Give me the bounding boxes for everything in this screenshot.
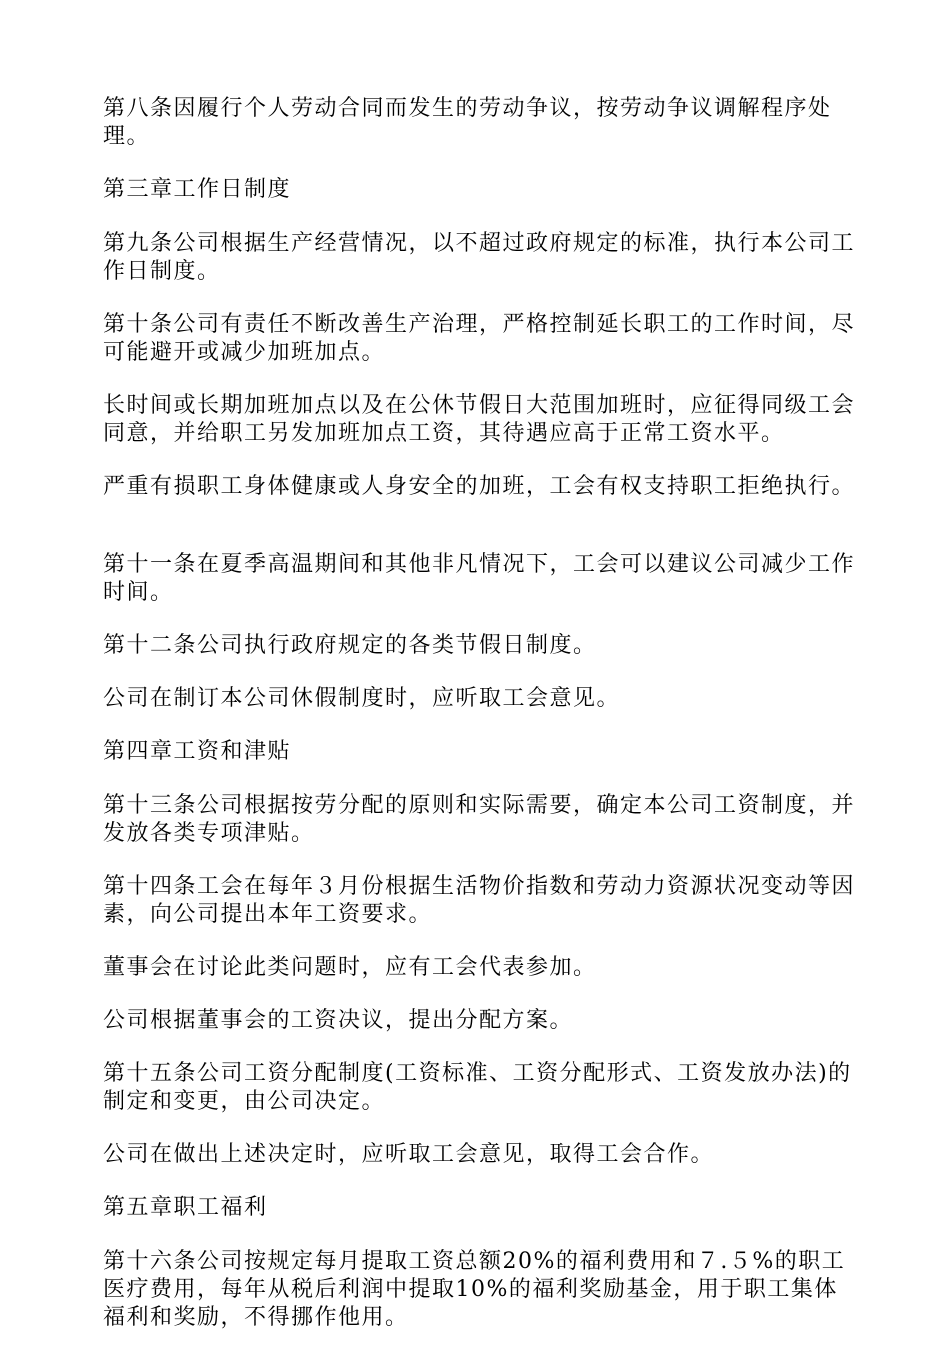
article-10: 第十条公司有责任不断改善生产治理，严格控制延长职工的工作时间，尽可能避开或减少加班加点。 bbox=[103, 312, 856, 365]
article-10-overtime: 长时间或长期加班加点以及在公休节假日大范围加班时，应征得同级工会同意，并给职工另发加班加点工资，其待遇应高于正常工资水平。 bbox=[103, 393, 856, 446]
chapter-3-heading: 第三章工作日制度 bbox=[103, 177, 292, 202]
article-13: 第十三条公司根据按劳分配的原则和实际需要，确定本公司工资制度，并发放各类专项津贴。 bbox=[103, 793, 856, 846]
article-14-plan: 公司根据董事会的工资决议，提出分配方案。 bbox=[103, 1008, 574, 1033]
article-14: 第十四条工会在每年３月份根据生活物价指数和劳动力资源状况变动等因素，向公司提出本年工资要求。 bbox=[103, 874, 856, 927]
article-10-refusal: 严重有损职工身体健康或人身安全的加班，工会有权支持职工拒绝执行。 bbox=[103, 474, 856, 499]
article-8: 第八条因履行个人劳动合同而发生的劳动争议，按劳动争议调解程序处理。 bbox=[103, 96, 832, 149]
document-body bbox=[103, 95, 855, 1357]
article-14-board: 董事会在讨论此类问题时，应有工会代表参加。 bbox=[103, 955, 597, 980]
article-12: 第十二条公司执行政府规定的各类节假日制度。 bbox=[103, 633, 597, 658]
chapter-4-heading: 第四章工资和津贴 bbox=[103, 739, 292, 764]
chapter-5-heading: 第五章职工福利 bbox=[103, 1195, 268, 1220]
article-11: 第十一条在夏季高温期间和其他非凡情况下，工会可以建议公司减少工作时间。 bbox=[103, 552, 856, 605]
article-15-union: 公司在做出上述决定时，应听取工会意见，取得工会合作。 bbox=[103, 1142, 715, 1167]
article-16: 第十六条公司按规定每月提取工资总额20%的福利费用和７.５%的职工医疗费用，每年从税后利润中提取10%的福利奖励基金，用于职工集体福利和奖励，不得挪作他用。 bbox=[103, 1249, 846, 1330]
article-9: 第九条公司根据生产经营情况，以不超过政府规定的标准，执行本公司工作日制度。 bbox=[103, 231, 856, 284]
article-12-leave-policy: 公司在制订本公司休假制度时，应听取工会意见。 bbox=[103, 686, 621, 711]
article-15: 第十五条公司工资分配制度(工资标准、工资分配形式、工资发放办法)的制定和变更，由公司决定。 bbox=[103, 1061, 852, 1114]
